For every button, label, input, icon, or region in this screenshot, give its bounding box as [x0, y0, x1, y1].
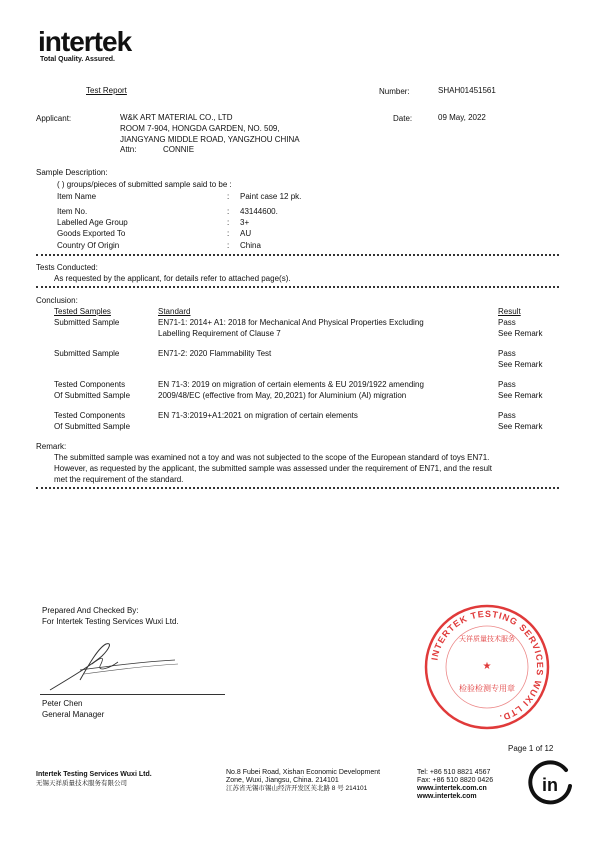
col-header-result: Result: [498, 307, 521, 316]
sample-colon: :: [227, 218, 230, 227]
applicant-name: W&K ART MATERIAL CO., LTD: [120, 113, 233, 122]
col-header-samples: Tested Samples: [54, 307, 111, 316]
sample-colon: :: [227, 207, 230, 216]
footer-address-cn: 江苏省无锡市锡山经济开发区芙北路 8 号 214101: [226, 785, 368, 792]
sample-value-item-name: Paint case 12 pk.: [240, 192, 302, 201]
row-sample: Tested Components: [54, 411, 126, 420]
sample-colon: :: [227, 192, 230, 201]
sample-value-origin: China: [240, 241, 261, 250]
footer-website[interactable]: www.intertek.com: [417, 793, 477, 800]
footer-company-en: Intertek Testing Services Wuxi Ltd.: [36, 771, 152, 778]
sample-value-item-no: 43144600.: [240, 207, 278, 216]
row-sample: Tested Components: [54, 380, 126, 389]
signer-name: Peter Chen: [42, 699, 83, 708]
sample-label-origin: Country Of Origin: [57, 241, 120, 250]
applicant-address-1: ROOM 7-904, HONGDA GARDEN, NO. 509,: [120, 124, 280, 133]
svg-text:★: ★: [482, 661, 492, 672]
remark-line: However, as requested by the applicant, the submitted sample was assessed under the requirement of EN71, and the result: [54, 464, 493, 473]
divider: [36, 254, 559, 256]
number-label: Number:: [379, 87, 410, 96]
logo-tagline: Total Quality. Assured.: [40, 56, 115, 63]
report-date: 09 May, 2022: [438, 113, 486, 122]
row-standard: EN 71-3:2019+A1:2021 on migration of certain elements: [158, 411, 358, 420]
sample-label-item-name: Item Name: [57, 192, 97, 201]
remark-heading: Remark:: [36, 442, 67, 451]
svg-text:in: in: [542, 775, 558, 795]
row-result: Pass: [498, 411, 516, 420]
applicant-address-2: JIANGYANG MIDDLE ROAD, YANGZHOU CHINA: [120, 135, 300, 144]
report-title: Test Report: [86, 86, 127, 95]
conclusion-heading: Conclusion:: [36, 296, 78, 305]
remark-line: The submitted sample was examined not a toy and was not subjected to the scope of the European standard of toys EN71.: [54, 453, 490, 462]
row-result: Pass: [498, 318, 516, 327]
sample-label-age-group: Labelled Age Group: [57, 218, 128, 227]
divider: [36, 487, 559, 489]
signature-line: [40, 694, 225, 695]
footer-company-cn: 无锡天祥质量技术服务有限公司: [36, 780, 127, 787]
date-label: Date:: [393, 114, 413, 123]
sample-colon: :: [227, 241, 230, 250]
page-number: Page 1 of 12: [508, 744, 554, 753]
sample-value-age-group: 3+: [240, 218, 250, 227]
row-standard: EN 71-3: 2019 on migration of certain elements & EU 2019/1922 amending: [158, 380, 424, 389]
attn-value: CONNIE: [163, 145, 195, 154]
svg-text:INTERTEK TESTING SERVICES WUXI: INTERTEK TESTING SERVICES WUXI LTD.: [429, 608, 546, 724]
row-result: Pass: [498, 349, 516, 358]
row-result-remark: See Remark: [498, 391, 543, 400]
row-sample: Of Submitted Sample: [54, 391, 131, 400]
prepared-by: Prepared And Checked By:: [42, 606, 139, 615]
row-result-remark: See Remark: [498, 360, 543, 369]
row-sample: Submitted Sample: [54, 318, 120, 327]
tests-heading: Tests Conducted:: [36, 263, 98, 272]
footer-website-cn[interactable]: www.intertek.com.cn: [417, 785, 487, 792]
signer-title: General Manager: [42, 710, 105, 719]
sample-value-exported-to: AU: [240, 229, 252, 238]
intertek-badge-icon: [526, 760, 574, 808]
footer-fax: Fax: +86 510 8820 0426: [417, 777, 494, 784]
official-seal: [423, 603, 551, 731]
attn-label: Attn:: [120, 145, 137, 154]
row-standard: 2009/48/EC (effective from May, 20,2021) for Aluminium (Al) migration: [158, 391, 407, 400]
applicant-label: Applicant:: [36, 114, 72, 123]
row-result-remark: See Remark: [498, 422, 543, 431]
tests-text: As requested by the applicant, for details refer to attached page(s).: [54, 274, 291, 283]
row-result: Pass: [498, 380, 516, 389]
sample-colon: :: [227, 229, 230, 238]
sample-label-item-no: Item No.: [57, 207, 88, 216]
footer-address: No.8 Fubei Road, Xishan Economic Development: [226, 769, 381, 776]
divider: [36, 286, 559, 288]
report-number: SHAH01451561: [438, 86, 496, 95]
row-sample: Of Submitted Sample: [54, 422, 131, 431]
svg-text:天祥质量技术服务: 天祥质量技术服务: [459, 635, 515, 643]
intertek-logo: intertek: [38, 26, 132, 57]
sample-intro: ( ) groups/pieces of submitted sample said to be :: [57, 180, 232, 189]
row-standard: Labelling Requirement of Clause 7: [158, 329, 281, 338]
remark-line: met the requirement of the standard.: [54, 475, 184, 484]
footer-tel: Tel: +86 510 8821 4567: [417, 769, 491, 776]
row-sample: Submitted Sample: [54, 349, 120, 358]
sample-label-exported-to: Goods Exported To: [57, 229, 126, 238]
row-result-remark: See Remark: [498, 329, 543, 338]
svg-text:检验检测专用章: 检验检测专用章: [459, 684, 515, 693]
row-standard: EN71-2: 2020 Flammability Test: [158, 349, 272, 358]
signature-image: [40, 628, 190, 698]
col-header-standard: Standard: [158, 307, 191, 316]
row-standard: EN71-1: 2014+ A1: 2018 for Mechanical And Physical Properties Excluding: [158, 318, 424, 327]
prepared-company: For Intertek Testing Services Wuxi Ltd.: [42, 617, 179, 626]
footer-address: Zone, Wuxi, Jiangsu, China. 214101: [226, 777, 339, 784]
sample-heading: Sample Description:: [36, 168, 108, 177]
